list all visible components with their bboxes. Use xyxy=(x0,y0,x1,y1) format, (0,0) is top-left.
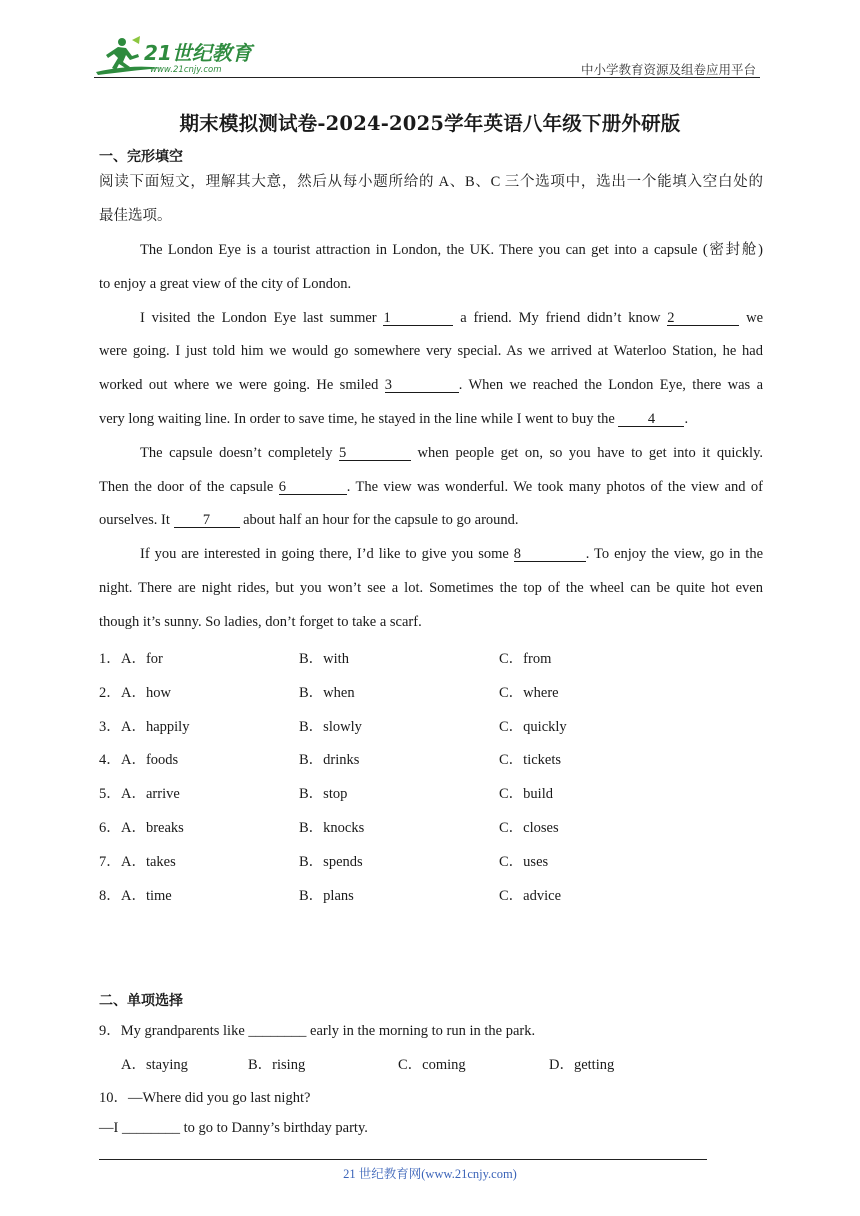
option-a[interactable]: A．for xyxy=(121,651,163,667)
option-a[interactable]: A．happily xyxy=(121,719,190,735)
passage-line: ourselves. It 7 about half an hour for the capsule to go around. xyxy=(99,512,519,529)
option-c[interactable]: C．quickly xyxy=(499,719,567,735)
logo-text: 21世纪教育 xyxy=(144,41,252,65)
passage-line: were going. I just told him we would go somewhere very special. As we arrived at Waterloo Station, he had xyxy=(99,343,763,360)
blank-3: 3 xyxy=(385,378,459,393)
passage xyxy=(99,234,763,640)
instruction-line2: 最佳选项。 xyxy=(99,207,172,224)
logo-url: www.21cnjy.com xyxy=(150,65,222,75)
question-row xyxy=(99,681,699,703)
option-a[interactable]: A．breaks xyxy=(121,820,184,836)
option-c[interactable]: C．tickets xyxy=(499,752,562,768)
question-10-line2: —I ________ to go to Danny’s birthday party. xyxy=(99,1120,368,1136)
option-c[interactable]: C．from xyxy=(499,651,552,667)
option-d[interactable]: D．getting xyxy=(549,1057,615,1073)
question-number: 6． xyxy=(99,820,121,836)
question-row xyxy=(99,884,699,906)
passage-line: If you are interested in going there, I’d like to give you some 8 . To enjoy the view, go in the xyxy=(140,546,764,563)
footer-text[interactable]: 21 世纪教育网(www.21cnjy.com) xyxy=(343,1167,517,1181)
passage-line: The London Eye is a tourist attraction in London, the UK. There you can get into a capsule (密封舱) xyxy=(140,242,763,258)
option-b[interactable]: B．plans xyxy=(299,888,354,904)
option-a[interactable]: A．takes xyxy=(121,854,176,870)
question-row xyxy=(99,647,699,669)
blank-1: 1 xyxy=(383,311,453,326)
option-b[interactable]: B．slowly xyxy=(299,719,362,735)
passage-line: Then the door of the capsule 6 . The view was wonderful. We took many photos of the view and of xyxy=(99,478,763,495)
option-c[interactable]: C．build xyxy=(499,786,553,802)
instruction-line1: 阅读下面短文，理解其大意，然后从每小题所给的 A、B、C 三个选项中，选出一个能填入空白处的 xyxy=(99,174,763,190)
section1-heading: 一、完形填空 xyxy=(99,149,183,165)
blank-4: 4 xyxy=(618,412,684,427)
option-c[interactable]: C．closes xyxy=(499,820,559,836)
option-a[interactable]: A．time xyxy=(121,888,172,904)
blank-6: 6 xyxy=(279,480,347,495)
option-a[interactable]: A．staying xyxy=(121,1057,188,1073)
blank-7: 7 xyxy=(174,513,240,528)
option-c[interactable]: C．uses xyxy=(499,854,549,870)
passage-line: The capsule doesn’t completely 5 when people get on, so you have to get into it quickly. xyxy=(140,444,764,461)
passage-line: night. There are night rides, but you won’t see a lot. Sometimes the top of the wheel can be quite hot even xyxy=(99,579,763,596)
question-number: 3． xyxy=(99,719,121,735)
site-logo xyxy=(92,34,262,78)
runner-logo-icon xyxy=(92,34,262,78)
question-number: 7． xyxy=(99,854,121,870)
option-b[interactable]: B．when xyxy=(299,685,355,701)
option-b[interactable]: B．stop xyxy=(299,786,348,802)
header-platform-text: 中小学教育资源及组卷应用平台 xyxy=(580,62,756,77)
passage-line: to enjoy a great view of the city of London. xyxy=(99,275,352,292)
option-c[interactable]: C．coming xyxy=(398,1057,466,1073)
blank-2: 2 xyxy=(667,311,739,326)
footer-divider xyxy=(99,1159,707,1160)
option-a[interactable]: A．arrive xyxy=(121,786,180,802)
question-number: 1． xyxy=(99,651,121,667)
option-b[interactable]: B．knocks xyxy=(299,820,365,836)
question-number: 2． xyxy=(99,685,121,701)
question-9-stem: 9．My grandparents like ________ early in the morning to run in the park. xyxy=(99,1023,536,1039)
option-c[interactable]: C．where xyxy=(499,685,559,701)
section2-heading: 二、单项选择 xyxy=(99,993,183,1009)
question-number: 4． xyxy=(99,752,121,768)
question-number: 5． xyxy=(99,786,121,802)
blank-5: 5 xyxy=(339,446,411,461)
section1-instruction xyxy=(99,166,763,234)
question-row xyxy=(99,850,699,872)
blank-8: 8 xyxy=(514,547,586,562)
question-9-options xyxy=(99,1053,699,1075)
option-b[interactable]: B．spends xyxy=(299,854,363,870)
question-row xyxy=(99,715,699,737)
option-a[interactable]: A．how xyxy=(121,685,171,701)
option-b[interactable]: B．with xyxy=(299,651,349,667)
question-number: 8． xyxy=(99,888,121,904)
passage-line: though it’s sunny. So ladies, don’t forget to take a scarf. xyxy=(99,613,422,630)
passage-line: very long waiting line. In order to save time, he stayed in the line while I went to buy the 4 . xyxy=(99,410,689,427)
question-10-stem: 10．—Where did you go last night? xyxy=(99,1090,311,1106)
option-a[interactable]: A．foods xyxy=(121,752,179,768)
header-divider xyxy=(94,77,760,78)
option-c[interactable]: C．advice xyxy=(499,888,562,904)
option-b[interactable]: B．rising xyxy=(248,1057,306,1073)
question-row xyxy=(99,748,699,770)
page-title: 期末模拟测试卷-2024-2025学年英语八年级下册外研版 xyxy=(179,112,681,135)
question-row xyxy=(99,816,699,838)
option-b[interactable]: B．drinks xyxy=(299,752,360,768)
question-row xyxy=(99,782,699,804)
passage-line: worked out where we were going. He smiled 3 . When we reached the London Eye, there was a xyxy=(99,377,764,394)
passage-line: I visited the London Eye last summer 1 a friend. My friend didn’t know 2 we xyxy=(140,309,764,326)
